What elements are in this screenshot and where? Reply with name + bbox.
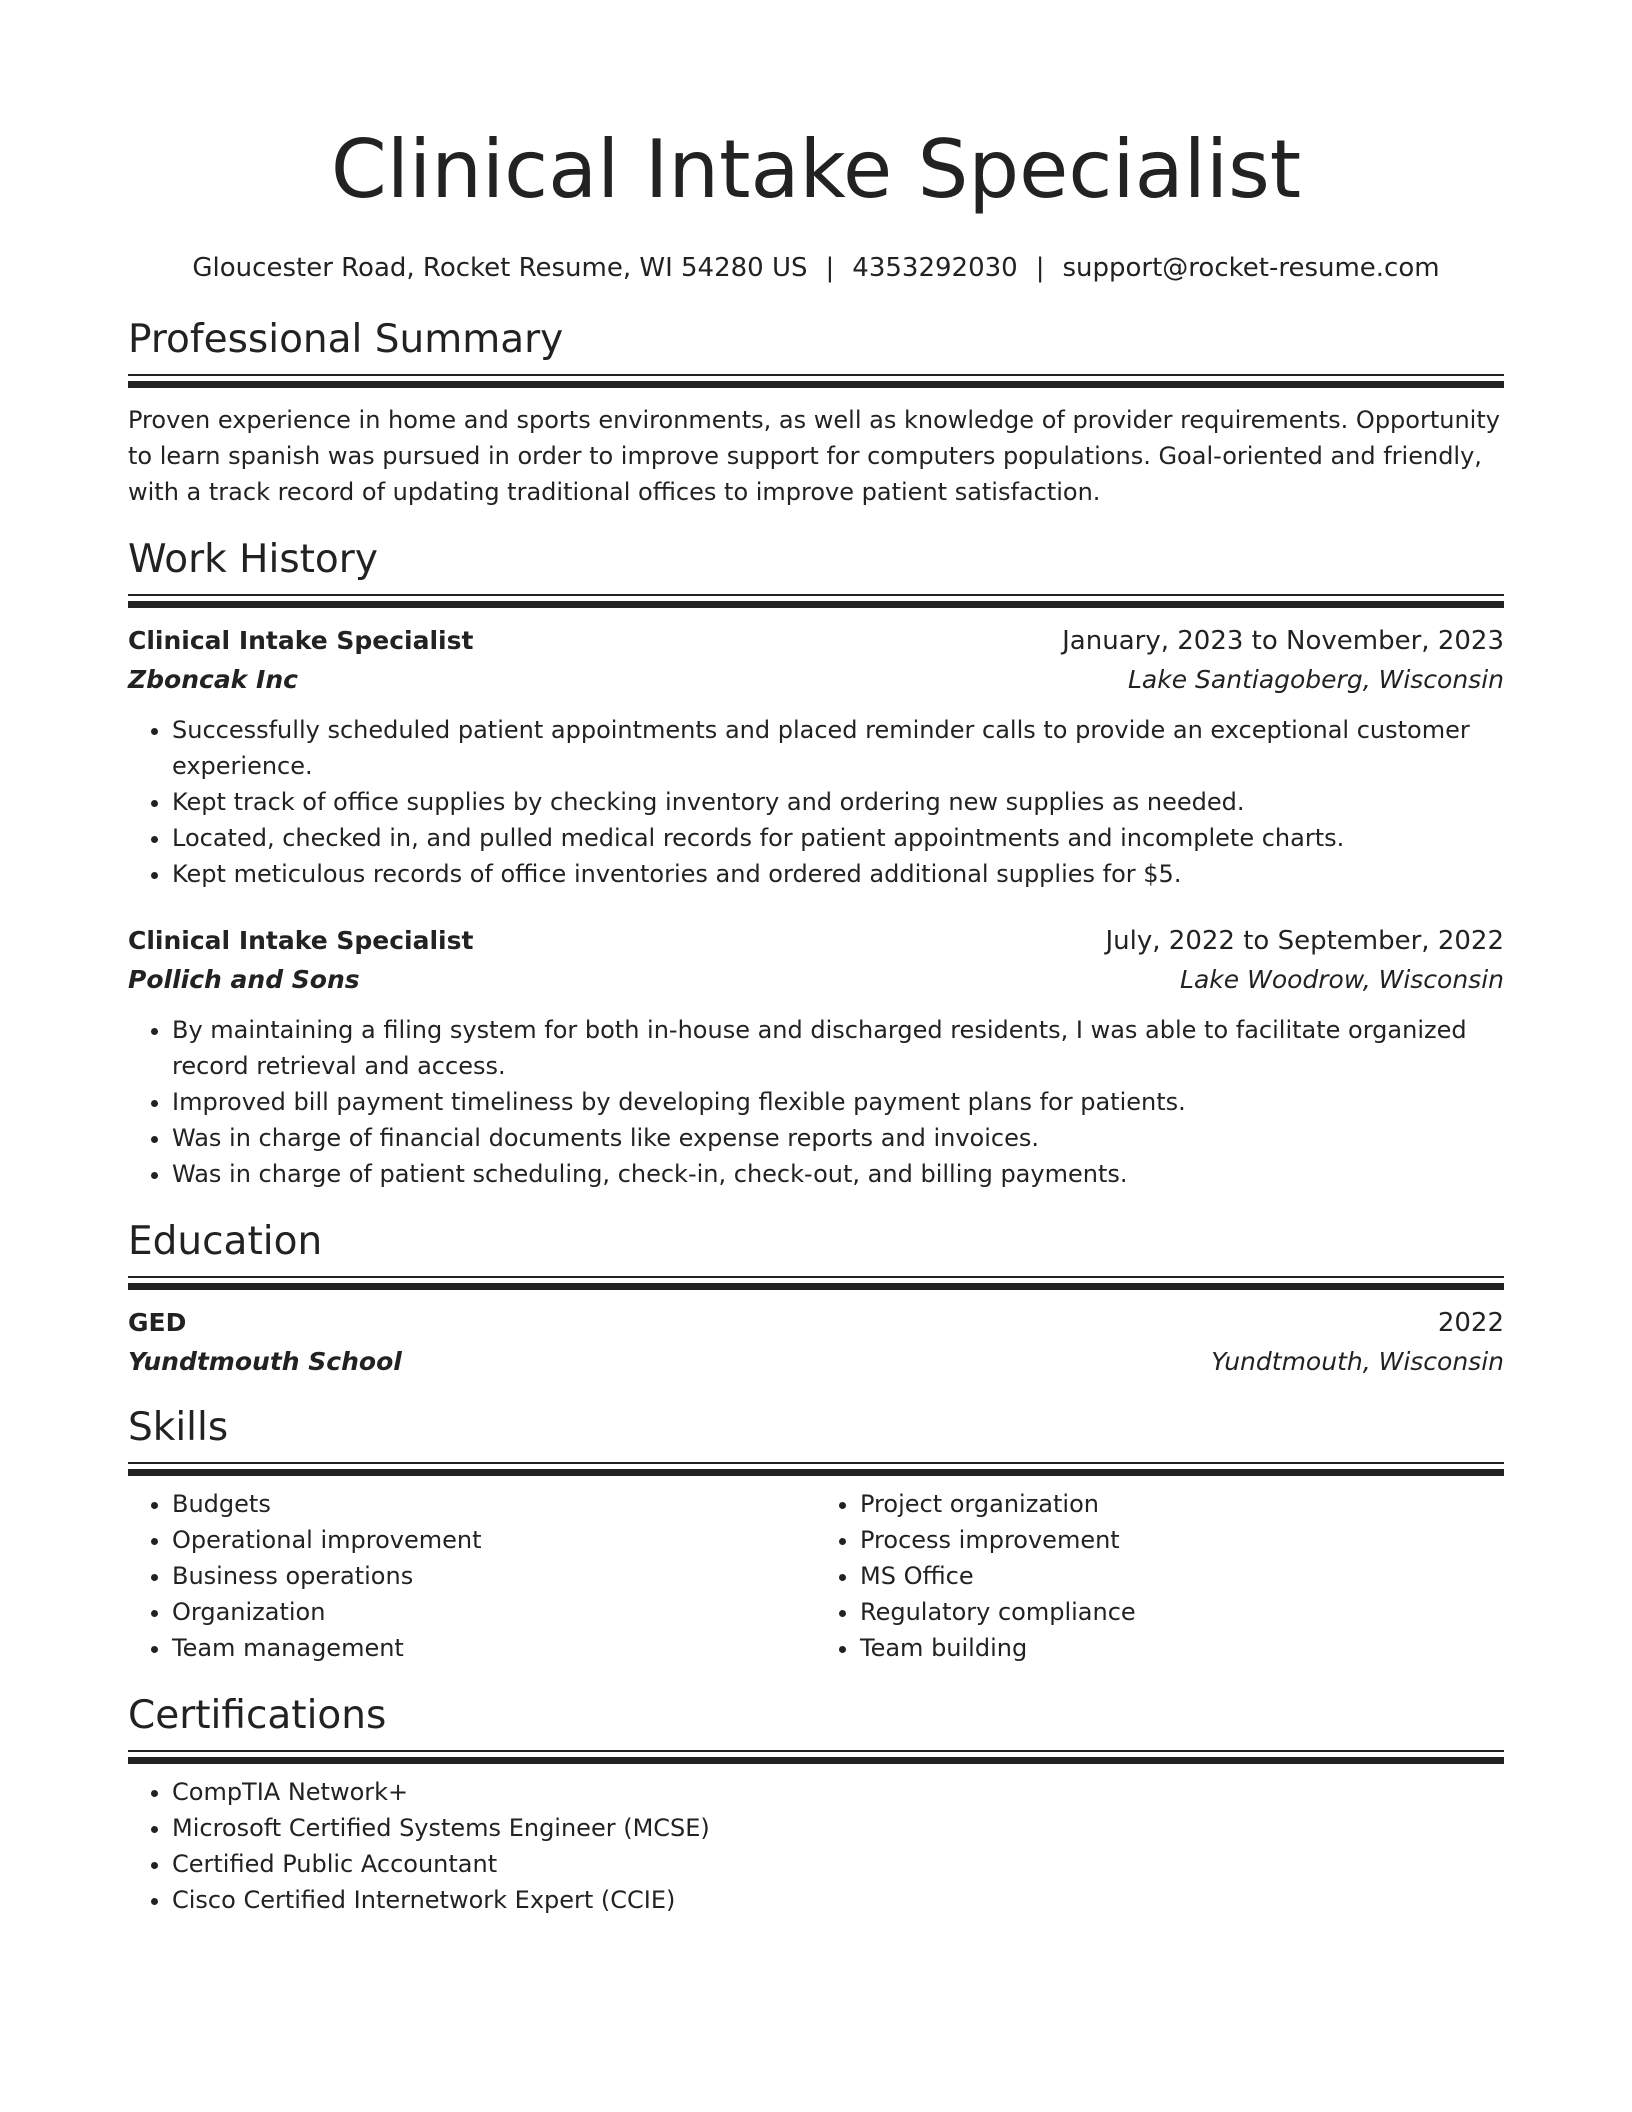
certifications-list	[128, 1774, 1504, 1918]
list-item: • By maintaining a filing system for both in-house and discharged residents, I was able to facilitate organized record retrieval and access.	[172, 1012, 1504, 1084]
section-divider	[128, 1462, 1504, 1476]
job-entry	[128, 622, 1504, 892]
section-title-certifications: Certifications	[128, 1693, 387, 1738]
list-item: • Team building	[860, 1630, 1504, 1666]
list-item: • CompTIA Network+	[172, 1774, 1504, 1810]
summary-section	[128, 316, 1504, 510]
section-title-work-history: Work History	[128, 537, 378, 582]
education-section	[128, 1218, 1504, 1382]
contact-email[interactable]: support@rocket-resume.com	[1062, 253, 1440, 283]
list-item: • Microsoft Certified Systems Engineer (MCSE)	[172, 1810, 1504, 1846]
skills-list-right	[816, 1486, 1504, 1666]
section-divider	[128, 594, 1504, 608]
section-divider	[128, 1750, 1504, 1764]
contact-separator: |	[825, 253, 835, 283]
list-item: • Was in charge of patient scheduling, check-in, check-out, and billing payments.	[172, 1156, 1504, 1192]
candidate-name: Clinical Intake Specialist	[330, 123, 1302, 216]
company-name: Zboncak Inc	[128, 665, 298, 694]
list-item: • Successfully scheduled patient appointments and placed reminder calls to provide an exceptional customer experience.	[172, 712, 1504, 784]
skills-section	[128, 1404, 1504, 1666]
work-history-section	[128, 536, 1504, 1192]
job-dates: January, 2023 to November, 2023	[1062, 626, 1504, 656]
list-item: • Budgets	[172, 1486, 816, 1522]
list-item: • Certified Public Accountant	[172, 1846, 1504, 1882]
list-item: • Team management	[172, 1630, 816, 1666]
section-title-education: Education	[128, 1219, 323, 1264]
graduation-year: 2022	[1437, 1308, 1504, 1338]
list-item: • Business operations	[172, 1558, 816, 1594]
section-divider	[128, 1276, 1504, 1290]
list-item: • MS Office	[860, 1558, 1504, 1594]
job-title: Clinical Intake Specialist	[128, 626, 474, 655]
list-item: • Improved bill payment timeliness by developing flexible payment plans for patients.	[172, 1084, 1504, 1120]
job-employer	[128, 660, 1504, 700]
job-location: Lake Woodrow, Wisconsin	[1180, 965, 1504, 994]
school-name: Yundtmouth School	[128, 1347, 402, 1376]
contact-phone: 4353292030	[852, 253, 1018, 283]
list-item: • Organization	[172, 1594, 816, 1630]
list-item: • Operational improvement	[172, 1522, 816, 1558]
list-item: • Cisco Certified Internetwork Expert (CCIE)	[172, 1882, 1504, 1918]
job-entry	[128, 922, 1504, 1192]
job-employer	[128, 960, 1504, 1000]
education-entry	[128, 1304, 1504, 1382]
job-header	[128, 622, 1504, 660]
job-dates: July, 2022 to September, 2022	[1105, 926, 1504, 956]
job-title: Clinical Intake Specialist	[128, 926, 474, 955]
contact-line	[128, 250, 1504, 286]
job-header	[128, 922, 1504, 960]
company-name: Pollich and Sons	[128, 965, 360, 994]
education-header	[128, 1304, 1504, 1342]
school-location: Yundtmouth, Wisconsin	[1211, 1347, 1504, 1376]
section-title-summary: Professional Summary	[128, 317, 564, 362]
list-item: • Project organization	[860, 1486, 1504, 1522]
education-school	[128, 1342, 1504, 1382]
job-duties	[128, 1012, 1504, 1192]
degree: GED	[128, 1308, 187, 1337]
contact-separator: |	[1035, 253, 1045, 283]
section-title-skills: Skills	[128, 1405, 229, 1450]
job-duties	[128, 712, 1504, 892]
list-item: • Was in charge of financial documents like expense reports and invoices.	[172, 1120, 1504, 1156]
certifications-section	[128, 1692, 1504, 1918]
list-item: • Located, checked in, and pulled medical records for patient appointments and incomplete charts.	[172, 820, 1504, 856]
list-item: • Process improvement	[860, 1522, 1504, 1558]
summary-text: Proven experience in home and sports environments, as well as knowledge of provider requirements. Opportunity to learn spanish was pursued in order to improve support for computers populations. Goal-oriented and friendly, with a track record of updating traditional offices to improve patient satisfaction.	[128, 406, 1500, 506]
skills-grid	[128, 1486, 1504, 1666]
job-location: Lake Santiagoberg, Wisconsin	[1127, 665, 1504, 694]
list-item: • Kept track of office supplies by checking inventory and ordering new supplies as needed.	[172, 784, 1504, 820]
skills-list-left	[128, 1486, 816, 1666]
list-item: • Regulatory compliance	[860, 1594, 1504, 1630]
contact-address: Gloucester Road, Rocket Resume, WI 54280 US	[192, 253, 808, 283]
list-item: • Kept meticulous records of office inventories and ordered additional supplies for $5.	[172, 856, 1504, 892]
section-divider	[128, 374, 1504, 388]
